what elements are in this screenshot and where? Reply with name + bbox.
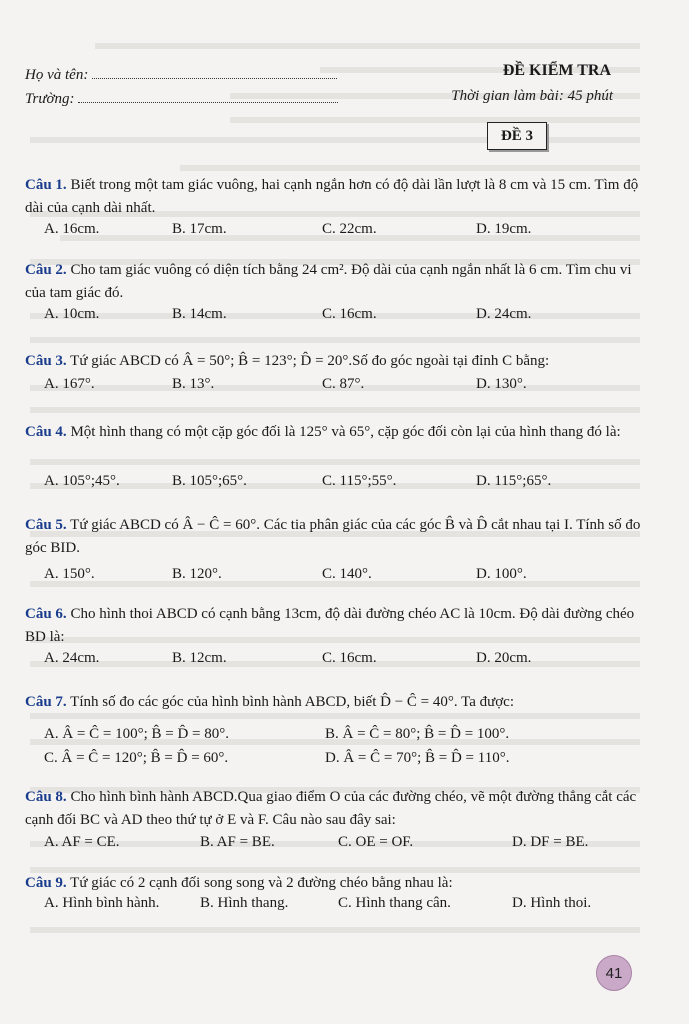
question-number: Câu 6. [25, 606, 67, 622]
option-b[interactable]: B. AF = BE. [200, 834, 275, 850]
option-a[interactable]: A. 24cm. [44, 650, 100, 666]
question-text: Một hình thang có một cặp góc đối là 125° và 65°, cặp góc đối còn lại của hình thang đó là: [70, 424, 621, 440]
question-3 [25, 350, 645, 373]
option-b[interactable]: B. 120°. [172, 566, 222, 582]
option-a[interactable]: A. 16cm. [44, 221, 100, 237]
question-number: Câu 2. [25, 262, 67, 278]
option-c[interactable]: C. 16cm. [322, 650, 377, 666]
school-label: Trường: [25, 91, 75, 107]
option-a[interactable]: A. Â = Ĉ = 100°; B̂ = D̂ = 80°. [44, 726, 230, 742]
name-label: Họ và tên: [25, 67, 89, 83]
question-text: Tính số đo các góc của hình bình hành ABCD, biết D̂ − Ĉ = 40°. Ta được: [70, 694, 515, 710]
option-a[interactable]: A. AF = CE. [44, 834, 120, 850]
question-number: Câu 7. [25, 694, 67, 710]
question-text: Cho hình bình hành ABCD.Qua giao điểm O của các đường chéo, vẽ một đường thẳng cắt các cạnh đối BC và AD theo thứ tự ở E và F. Câu nào sau đây sai: [25, 789, 637, 828]
question-number: Câu 3. [25, 353, 67, 369]
option-d[interactable]: D. DF = BE. [512, 834, 589, 850]
option-c[interactable]: C. OE = OF. [338, 834, 414, 850]
school-line [25, 88, 338, 108]
option-b[interactable]: B. 17cm. [172, 221, 227, 237]
option-d[interactable]: D. 24cm. [476, 306, 532, 322]
option-d[interactable]: D. 130°. [476, 376, 527, 392]
question-text: Biết trong một tam giác vuông, hai cạnh ngắn hơn có độ dài lần lượt là 8 cm và 15 cm. Tìm độ dài của cạnh dài nhất. [25, 177, 639, 216]
option-d[interactable]: D. 19cm. [476, 221, 532, 237]
option-c[interactable]: C. 115°;55°. [322, 473, 397, 489]
option-b[interactable]: B. Â = Ĉ = 80°; B̂ = D̂ = 100°. [325, 726, 510, 742]
option-a[interactable]: A. Hình bình hành. [44, 895, 160, 911]
question-5 [25, 514, 645, 560]
option-d[interactable]: D. 100°. [476, 566, 527, 582]
option-b[interactable]: B. 14cm. [172, 306, 227, 322]
question-text: Cho tam giác vuông có diện tích bằng 24 cm². Độ dài của cạnh ngắn nhất là 6 cm. Tìm chu vi của tam giác đó. [25, 262, 632, 301]
option-d[interactable]: D. 115°;65°. [476, 473, 552, 489]
option-d[interactable]: D. 20cm. [476, 650, 532, 666]
name-blank[interactable] [92, 64, 337, 79]
question-number: Câu 4. [25, 424, 67, 440]
question-9 [25, 872, 645, 895]
option-c[interactable]: C. 16cm. [322, 306, 377, 322]
option-b[interactable]: B. 13°. [172, 376, 215, 392]
option-c[interactable]: C. 140°. [322, 566, 372, 582]
option-d[interactable]: D. Â = Ĉ = 70°; B̂ = D̂ = 110°. [325, 750, 510, 766]
option-b[interactable]: B. Hình thang. [200, 895, 289, 911]
option-d[interactable]: D. Hình thoi. [512, 895, 592, 911]
question-8 [25, 786, 645, 832]
question-number: Câu 8. [25, 789, 67, 805]
question-text: Tứ giác ABCD có Â = 50°; B̂ = 123°; D̂ = 20°.Số đo góc ngoài tại đỉnh C bằng: [70, 353, 550, 369]
option-a[interactable]: A. 167°. [44, 376, 95, 392]
question-number: Câu 1. [25, 177, 67, 193]
option-c[interactable]: C. Hình thang cân. [338, 895, 451, 911]
option-a[interactable]: A. 10cm. [44, 306, 100, 322]
question-7 [25, 691, 645, 714]
question-number: Câu 9. [25, 875, 67, 891]
option-a[interactable]: A. 150°. [44, 566, 95, 582]
question-1 [25, 174, 645, 220]
option-c[interactable]: C. Â = Ĉ = 120°; B̂ = D̂ = 60°. [44, 750, 229, 766]
option-a[interactable]: A. 105°;45°. [44, 473, 120, 489]
question-text: Tứ giác có 2 cạnh đối song song và 2 đường chéo bằng nhau là: [70, 875, 453, 891]
exam-title: ĐỀ KIỂM TRA [502, 62, 611, 79]
exam-time: Thời gian làm bài: 45 phút [451, 88, 613, 104]
question-number: Câu 5. [25, 517, 67, 533]
question-text: Cho hình thoi ABCD có cạnh bằng 13cm, độ dài đường chéo AC là 10cm. Độ dài đường chéo BD là: [25, 606, 635, 645]
question-2 [25, 259, 645, 305]
question-4 [25, 421, 645, 444]
option-c[interactable]: C. 22cm. [322, 221, 377, 237]
question-text: Tứ giác ABCD có Â − Ĉ = 60°. Các tia phân giác của các góc B̂ và D̂ cắt nhau tại I. Tính số đo góc BID. [25, 517, 641, 556]
school-blank[interactable] [78, 88, 338, 103]
question-6 [25, 603, 645, 649]
option-c[interactable]: C. 87°. [322, 376, 365, 392]
option-b[interactable]: B. 12cm. [172, 650, 227, 666]
exam-code-badge: ĐỀ 3 [487, 122, 547, 150]
name-line [25, 64, 337, 84]
option-b[interactable]: B. 105°;65°. [172, 473, 247, 489]
page-number-badge: 41 [596, 955, 632, 991]
